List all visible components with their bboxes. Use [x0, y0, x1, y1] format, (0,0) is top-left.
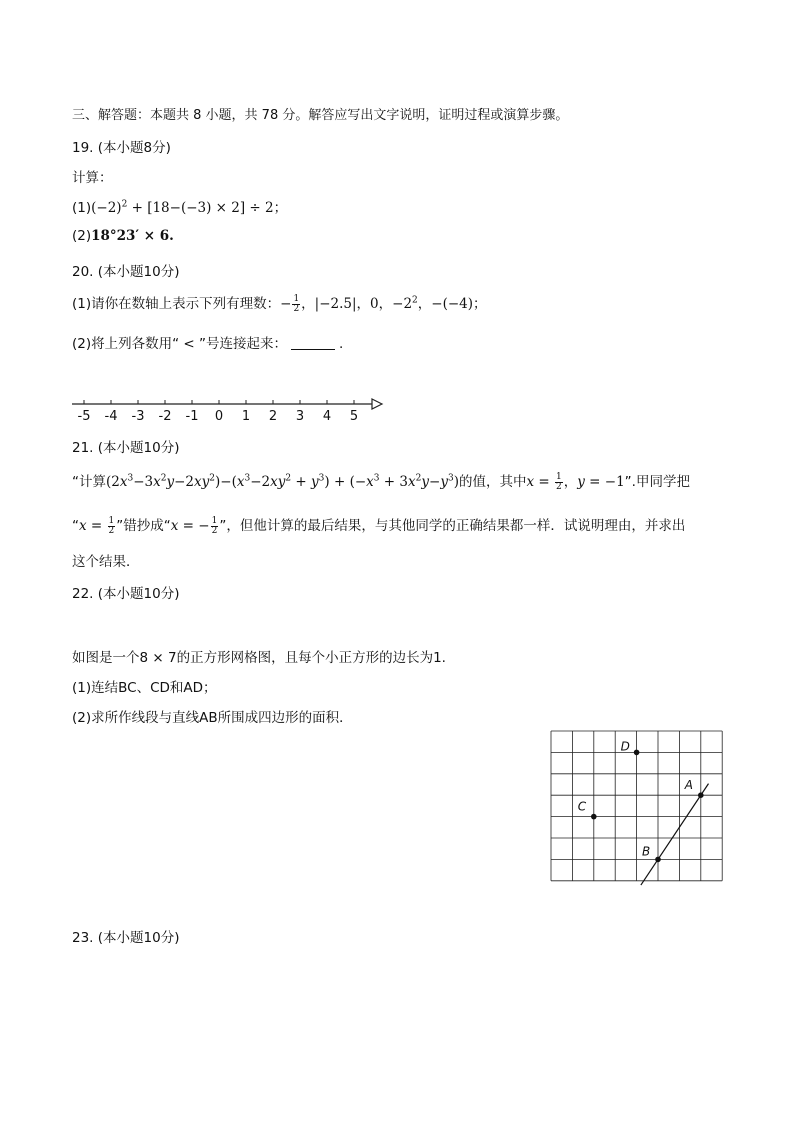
q19-part2-expression: 18°23′ × 6. — [91, 228, 174, 244]
number-line-tick-label: 3 — [295, 409, 305, 424]
section-heading: 三、解答题：本题共 8 小题，共 78 分。解答应写出文字说明，证明过程或演算步骤。 — [72, 108, 569, 123]
q19-header: 19. (本小题8分) — [72, 140, 171, 156]
point-label-b: B — [642, 844, 651, 859]
q21-line1 — [72, 470, 690, 492]
number-line-tick-label: -5 — [77, 409, 91, 424]
point-d — [634, 750, 640, 756]
q20-number-list: − $\frac{1}{2}$ ，|−2.5|，0，$-2^2$，−(−4)； — [280, 294, 487, 314]
q22-header: 22. (本小题10分) — [72, 586, 180, 602]
q21-line2 — [72, 514, 685, 536]
number-line-tick-label: -1 — [185, 409, 199, 424]
point-b — [655, 857, 661, 863]
q21-header: 21. (本小题10分) — [72, 440, 180, 456]
answer-blank[interactable] — [291, 337, 335, 350]
q21-line2-mid: 错抄成 — [123, 518, 164, 534]
q20-part1-text: (1)请你在数轴上表示下列有理数： — [72, 296, 281, 312]
q20-header: 20. (本小题10分) — [72, 264, 180, 280]
q22-intro: 如图是一个8 × 7的正方形网格图，且每个小正方形的边长为1. — [72, 650, 446, 666]
number-line-tick-label: -4 — [104, 409, 118, 424]
q21-line1-mid: 的值，其中 — [458, 474, 527, 490]
point-label-d: D — [620, 739, 630, 754]
q20-part2-end: . — [339, 336, 344, 352]
q19-part1 — [72, 196, 287, 216]
number-line-tick-label: 5 — [349, 409, 359, 424]
q20-part2 — [72, 332, 343, 352]
q19-part2-label: (2) — [72, 228, 92, 244]
number-line-tick-label: -3 — [131, 409, 145, 424]
q22-part1: (1)连结BC、CD和AD； — [72, 680, 217, 696]
q21-given-values: x = $\frac{1}{2}$ ，y = −1 — [526, 472, 625, 492]
point-a — [698, 792, 704, 798]
number-line-tick-label: 4 — [322, 409, 332, 424]
number-line-tick-label: -2 — [158, 409, 172, 424]
q19-part1-label: (1) — [72, 200, 92, 216]
q19-part1-expression: $(-2)^2 + [18-(-3) \times 2] \div 2$； — [91, 199, 288, 216]
point-label-c: C — [577, 799, 587, 814]
point-label-a: A — [684, 778, 694, 793]
q21-correct-value: “x = $\frac{1}{2}$ ” — [72, 516, 124, 536]
square-grid-figure — [549, 730, 723, 894]
point-c — [591, 814, 597, 820]
q21-line1-end: ”.甲同学把 — [624, 474, 690, 490]
q19-part2 — [72, 228, 174, 244]
number-line-arrow — [372, 399, 382, 409]
number-line — [60, 392, 390, 426]
q21-line3: 这个结果． — [72, 554, 140, 570]
line-ab — [641, 784, 709, 885]
q19-prompt: 计算： — [72, 170, 113, 186]
number-line-tick-label: 1 — [241, 409, 251, 424]
q21-line1-start: “计算 — [72, 474, 106, 490]
q23-header: 23. (本小题10分) — [72, 930, 180, 946]
q21-polynomial: $(2x^3-3x^2y-2xy^2)-(x^3-2xy^2 + y^3) + (-x^3 + 3x^2y-y^3)$ — [106, 473, 459, 490]
number-line-tick-label: 0 — [214, 409, 224, 424]
q20-part1 — [72, 292, 487, 314]
number-line-tick-label: 2 — [268, 409, 278, 424]
q22-part2: (2)求所作线段与直线AB所围成四边形的面积． — [72, 710, 353, 726]
q20-part2-text: (2)将上列各数用“ < ”号连接起来： — [72, 336, 288, 352]
q21-wrong-value: “x = − $\frac{1}{2}$ ” — [163, 516, 227, 536]
q21-line2-end: ，但他计算的最后结果，与其他同学的正确结果都一样．试说明理由，并求出 — [226, 518, 686, 534]
